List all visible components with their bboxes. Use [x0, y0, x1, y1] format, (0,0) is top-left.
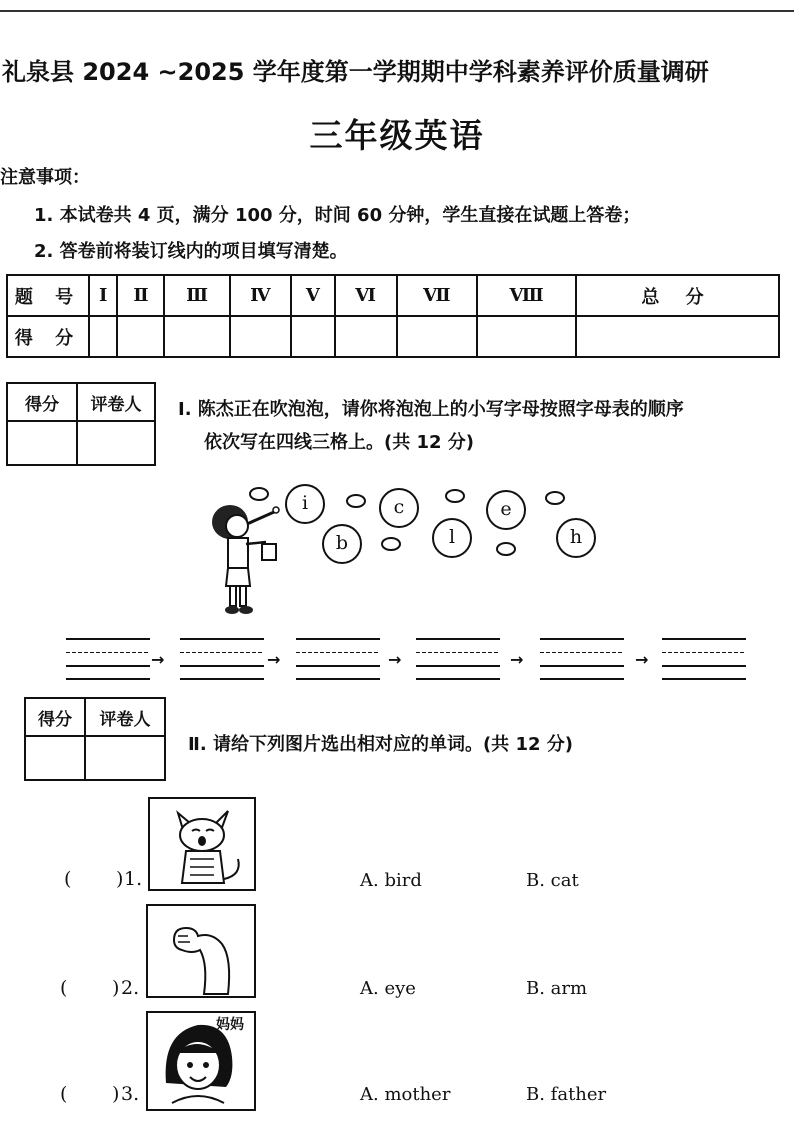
q1-option-a[interactable]: A. bird [360, 870, 422, 891]
answer-slot-3[interactable]: ) [112, 1083, 120, 1105]
note-item-2: 2. 答卷前将装订线内的项目填写清楚。 [34, 241, 348, 262]
answer-paren-open: ( [60, 1083, 68, 1105]
question-number-2: 2. [121, 977, 140, 999]
small-bubble-icon [495, 541, 517, 557]
writing-grid-6[interactable] [662, 638, 746, 680]
q2-option-a[interactable]: A. eye [360, 978, 416, 999]
score-cell[interactable] [477, 316, 576, 357]
writing-grid-1[interactable] [66, 638, 150, 680]
letter-bubble: h [556, 518, 596, 558]
arrow-icon: → [267, 650, 281, 669]
arrow-icon: → [388, 650, 402, 669]
grader-name-cell[interactable] [77, 421, 155, 465]
grader-name-label: 评卷人 [77, 383, 155, 421]
grader-name-cell[interactable] [85, 736, 165, 780]
answer-slot-2[interactable]: ) [112, 977, 120, 999]
writing-grid-3[interactable] [296, 638, 380, 680]
score-col-8: Ⅷ [477, 275, 576, 316]
answer-slot-1[interactable]: ) [116, 868, 124, 890]
score-col-7: Ⅶ [397, 275, 477, 316]
letter-bubble: e [486, 490, 526, 530]
score-cell[interactable] [335, 316, 397, 357]
answer-paren-open: ( [64, 868, 72, 890]
section2-title: Ⅱ. 请给下列图片选出相对应的单词。(共 12 分) [188, 734, 573, 755]
grader-box-section1 [6, 382, 156, 466]
small-bubble-icon [380, 536, 402, 552]
letter-bubble: l [432, 518, 472, 558]
score-cell[interactable] [164, 316, 229, 357]
top-border [0, 10, 794, 12]
small-bubble-icon [544, 490, 566, 506]
q1-option-b[interactable]: B. cat [526, 870, 579, 891]
score-table-row-label: 题 号 [7, 275, 89, 316]
arrow-icon: → [510, 650, 524, 669]
writing-grid-4[interactable] [416, 638, 500, 680]
answer-paren-open: ( [60, 977, 68, 999]
small-bubble-icon [248, 486, 270, 502]
score-col-total: 总 分 [576, 275, 779, 316]
score-cell[interactable] [117, 316, 164, 357]
small-bubble-icon [444, 488, 466, 504]
score-table-value-label: 得 分 [7, 316, 89, 357]
grader-box-section2 [24, 697, 166, 781]
grader-score-label: 得分 [7, 383, 77, 421]
arm-picture [146, 904, 256, 998]
score-cell[interactable] [89, 316, 117, 357]
note-item-1: 1. 本试卷共 4 页，满分 100 分，时间 60 分钟，学生直接在试题上答卷； [34, 205, 641, 226]
question-number-1: 1. [124, 868, 143, 890]
grader-name-label: 评卷人 [85, 698, 165, 736]
section1-title-line2: 依次写在四线三格上。(共 12 分) [204, 432, 475, 453]
score-col-1: Ⅰ [89, 275, 117, 316]
score-col-2: Ⅱ [117, 275, 164, 316]
q2-option-b[interactable]: B. arm [526, 978, 588, 999]
cat-picture [148, 797, 256, 891]
score-cell-total[interactable] [576, 316, 779, 357]
score-cell[interactable] [291, 316, 335, 357]
letter-bubble: b [322, 524, 362, 564]
score-col-4: Ⅳ [230, 275, 291, 316]
section1-title-line1: Ⅰ. 陈杰正在吹泡泡，请你将泡泡上的小写字母按照字母表的顺序 [178, 399, 684, 420]
score-cell[interactable] [397, 316, 477, 357]
score-table-header-row [7, 275, 779, 316]
small-bubble-icon [345, 493, 367, 509]
writing-grid-2[interactable] [180, 638, 264, 680]
q3-option-a[interactable]: A. mother [360, 1084, 451, 1105]
notes-heading: 注意事项： [0, 167, 90, 188]
score-col-6: Ⅵ [335, 275, 397, 316]
subject-title: 三年级英语 [309, 116, 485, 155]
score-col-5: Ⅴ [291, 275, 335, 316]
score-col-3: Ⅲ [164, 275, 229, 316]
score-cell[interactable] [230, 316, 291, 357]
letter-bubble: c [379, 488, 419, 528]
arrow-icon: → [151, 650, 165, 669]
grader-score-label: 得分 [25, 698, 85, 736]
score-table-value-row [7, 316, 779, 357]
score-table [6, 274, 780, 358]
exam-title: 礼泉县 2024 ~2025 学年度第一学期期中学科素养评价质量调研 [2, 58, 709, 86]
cat-icon [150, 799, 254, 889]
question-number-3: 3. [121, 1083, 140, 1105]
grader-score-cell[interactable] [25, 736, 85, 780]
mother-picture-label: 妈妈 [216, 1017, 244, 1033]
q3-option-b[interactable]: B. father [526, 1084, 607, 1105]
arm-icon [148, 906, 254, 996]
girl-blowing-bubbles-illustration [192, 494, 292, 624]
arrow-icon: → [635, 650, 649, 669]
letter-bubble: i [285, 484, 325, 524]
grader-score-cell[interactable] [7, 421, 77, 465]
writing-grid-5[interactable] [540, 638, 624, 680]
